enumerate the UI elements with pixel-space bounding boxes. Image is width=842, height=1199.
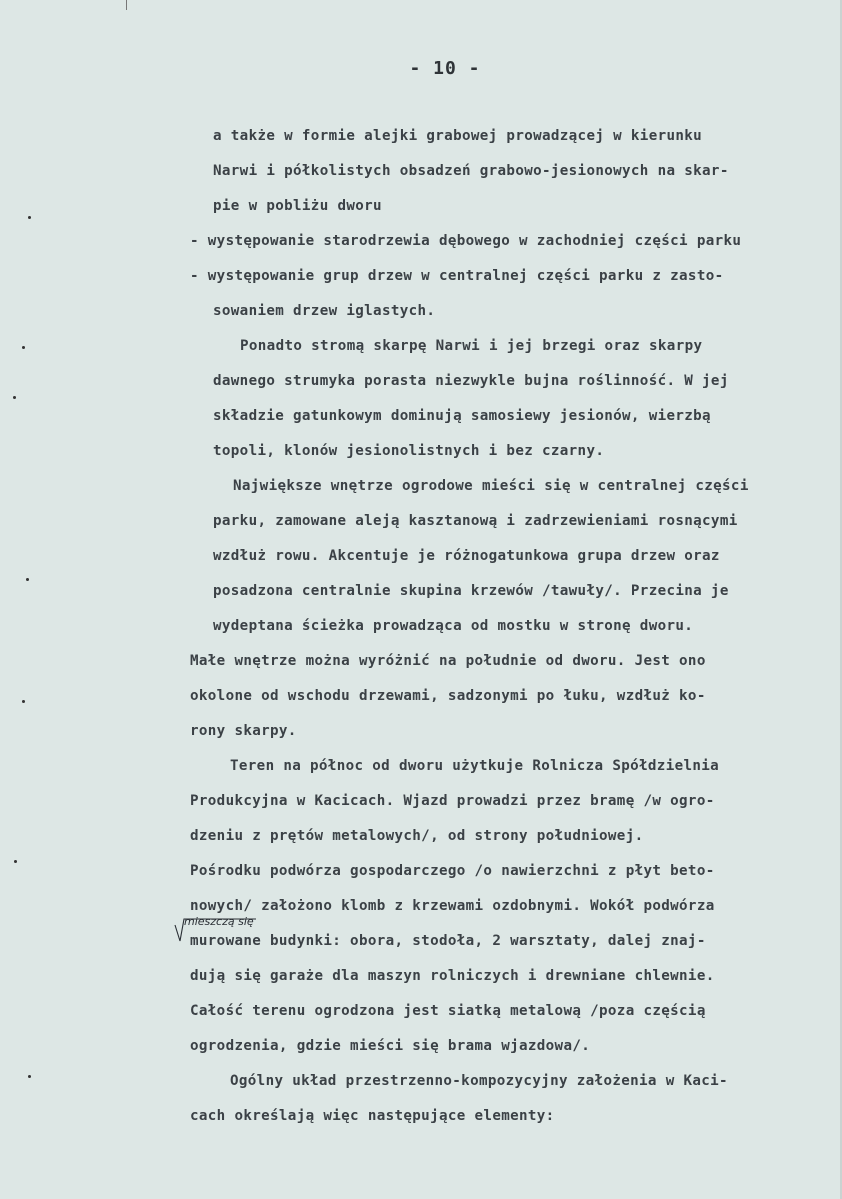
- text-line-13: wzdłuż rowu. Akcentuje je różnogatunkowa grupa drzew oraz: [213, 548, 720, 564]
- text-line-11: Największe wnętrze ogrodowe mieści się w centralnej części: [233, 478, 749, 494]
- text-line-23: nowych/ założono klomb z krzewami ozdobnymi. Wokół podwórza: [190, 898, 715, 914]
- text-line-1: a także w formie alejki grabowej prowadzącej w kierunku: [213, 128, 703, 144]
- text-line-16: Małe wnętrze można wyróżnić na południe od dworu. Jest ono: [190, 653, 706, 669]
- text-line-3: pie w pobliżu dworu: [213, 198, 382, 214]
- text-line-27: ogrodzenia, gdzie mieści się brama wjazdowa/.: [190, 1038, 591, 1054]
- text-line-22: Pośrodku podwórza gospodarczego /o nawierzchni z płyt beto-: [190, 863, 715, 879]
- scan-speck: [26, 578, 29, 581]
- text-line-2: Narwi i półkolistych obsadzeń grabowo-jesionowych na skar-: [213, 163, 729, 179]
- text-line-15: wydeptana ścieżka prowadząca od mostku w stronę dworu.: [213, 618, 694, 634]
- text-line-14: posadzona centralnie skupina krzewów /tawuły/. Przecina je: [213, 583, 729, 599]
- text-line-5: - występowanie grup drzew w centralnej części parku z zasto-: [190, 268, 724, 284]
- top-edge-mark: [126, 0, 127, 10]
- text-line-19: Teren na północ od dworu użytkuje Rolnicza Spółdzielnia: [230, 758, 720, 774]
- text-line-28: Ogólny układ przestrzenno-kompozycyjny założenia w Kaci-: [230, 1073, 728, 1089]
- text-line-4: - występowanie starodrzewia dębowego w zachodniej części parku: [190, 233, 742, 249]
- text-line-18: rony skarpy.: [190, 723, 297, 739]
- text-line-17: okolone od wschodu drzewami, sadzonymi po łuku, wzdłuż ko-: [190, 688, 706, 704]
- text-line-20: Produkcyjna w Kacicach. Wjazd prowadzi przez bramę /w ogro-: [190, 793, 715, 809]
- text-line-10: topoli, klonów jesionolistnych i bez czarny.: [213, 443, 605, 459]
- scan-speck: [28, 216, 31, 219]
- scan-speck: [22, 700, 25, 703]
- text-line-7: Ponadto stromą skarpę Narwi i jej brzegi oraz skarpy: [240, 338, 703, 354]
- scan-speck: [13, 396, 16, 399]
- scan-speck: [14, 860, 17, 863]
- page-number: - 10 -: [409, 58, 481, 79]
- text-line-8: dawnego strumyka porasta niezwykle bujna roślinność. W jej: [213, 373, 729, 389]
- handwritten-note-text: mieszczą się: [184, 915, 254, 928]
- text-line-24: murowane budynki: obora, stodoła, 2 warsztaty, dalej znaj-: [190, 933, 706, 949]
- text-line-29: cach określają więc następujące elementy:: [190, 1108, 555, 1124]
- text-line-12: parku, zamowane aleją kasztanową i zadrzewieniami rosnącymi: [213, 513, 738, 529]
- text-line-9: składzie gatunkowym dominują samosiewy jesionów, wierzbą: [213, 408, 711, 424]
- text-line-25: dują się garaże dla maszyn rolniczych i drewniane chlewnie.: [190, 968, 715, 984]
- scan-speck: [22, 346, 25, 349]
- text-line-26: Całość terenu ogrodzona jest siatką metalową /poza częścią: [190, 1003, 706, 1019]
- handwritten-insertion: [174, 915, 262, 945]
- text-line-21: dzeniu z prętów metalowych/, od strony południowej.: [190, 828, 644, 844]
- text-line-6: sowaniem drzew iglastych.: [213, 303, 436, 319]
- scan-speck: [28, 1075, 31, 1078]
